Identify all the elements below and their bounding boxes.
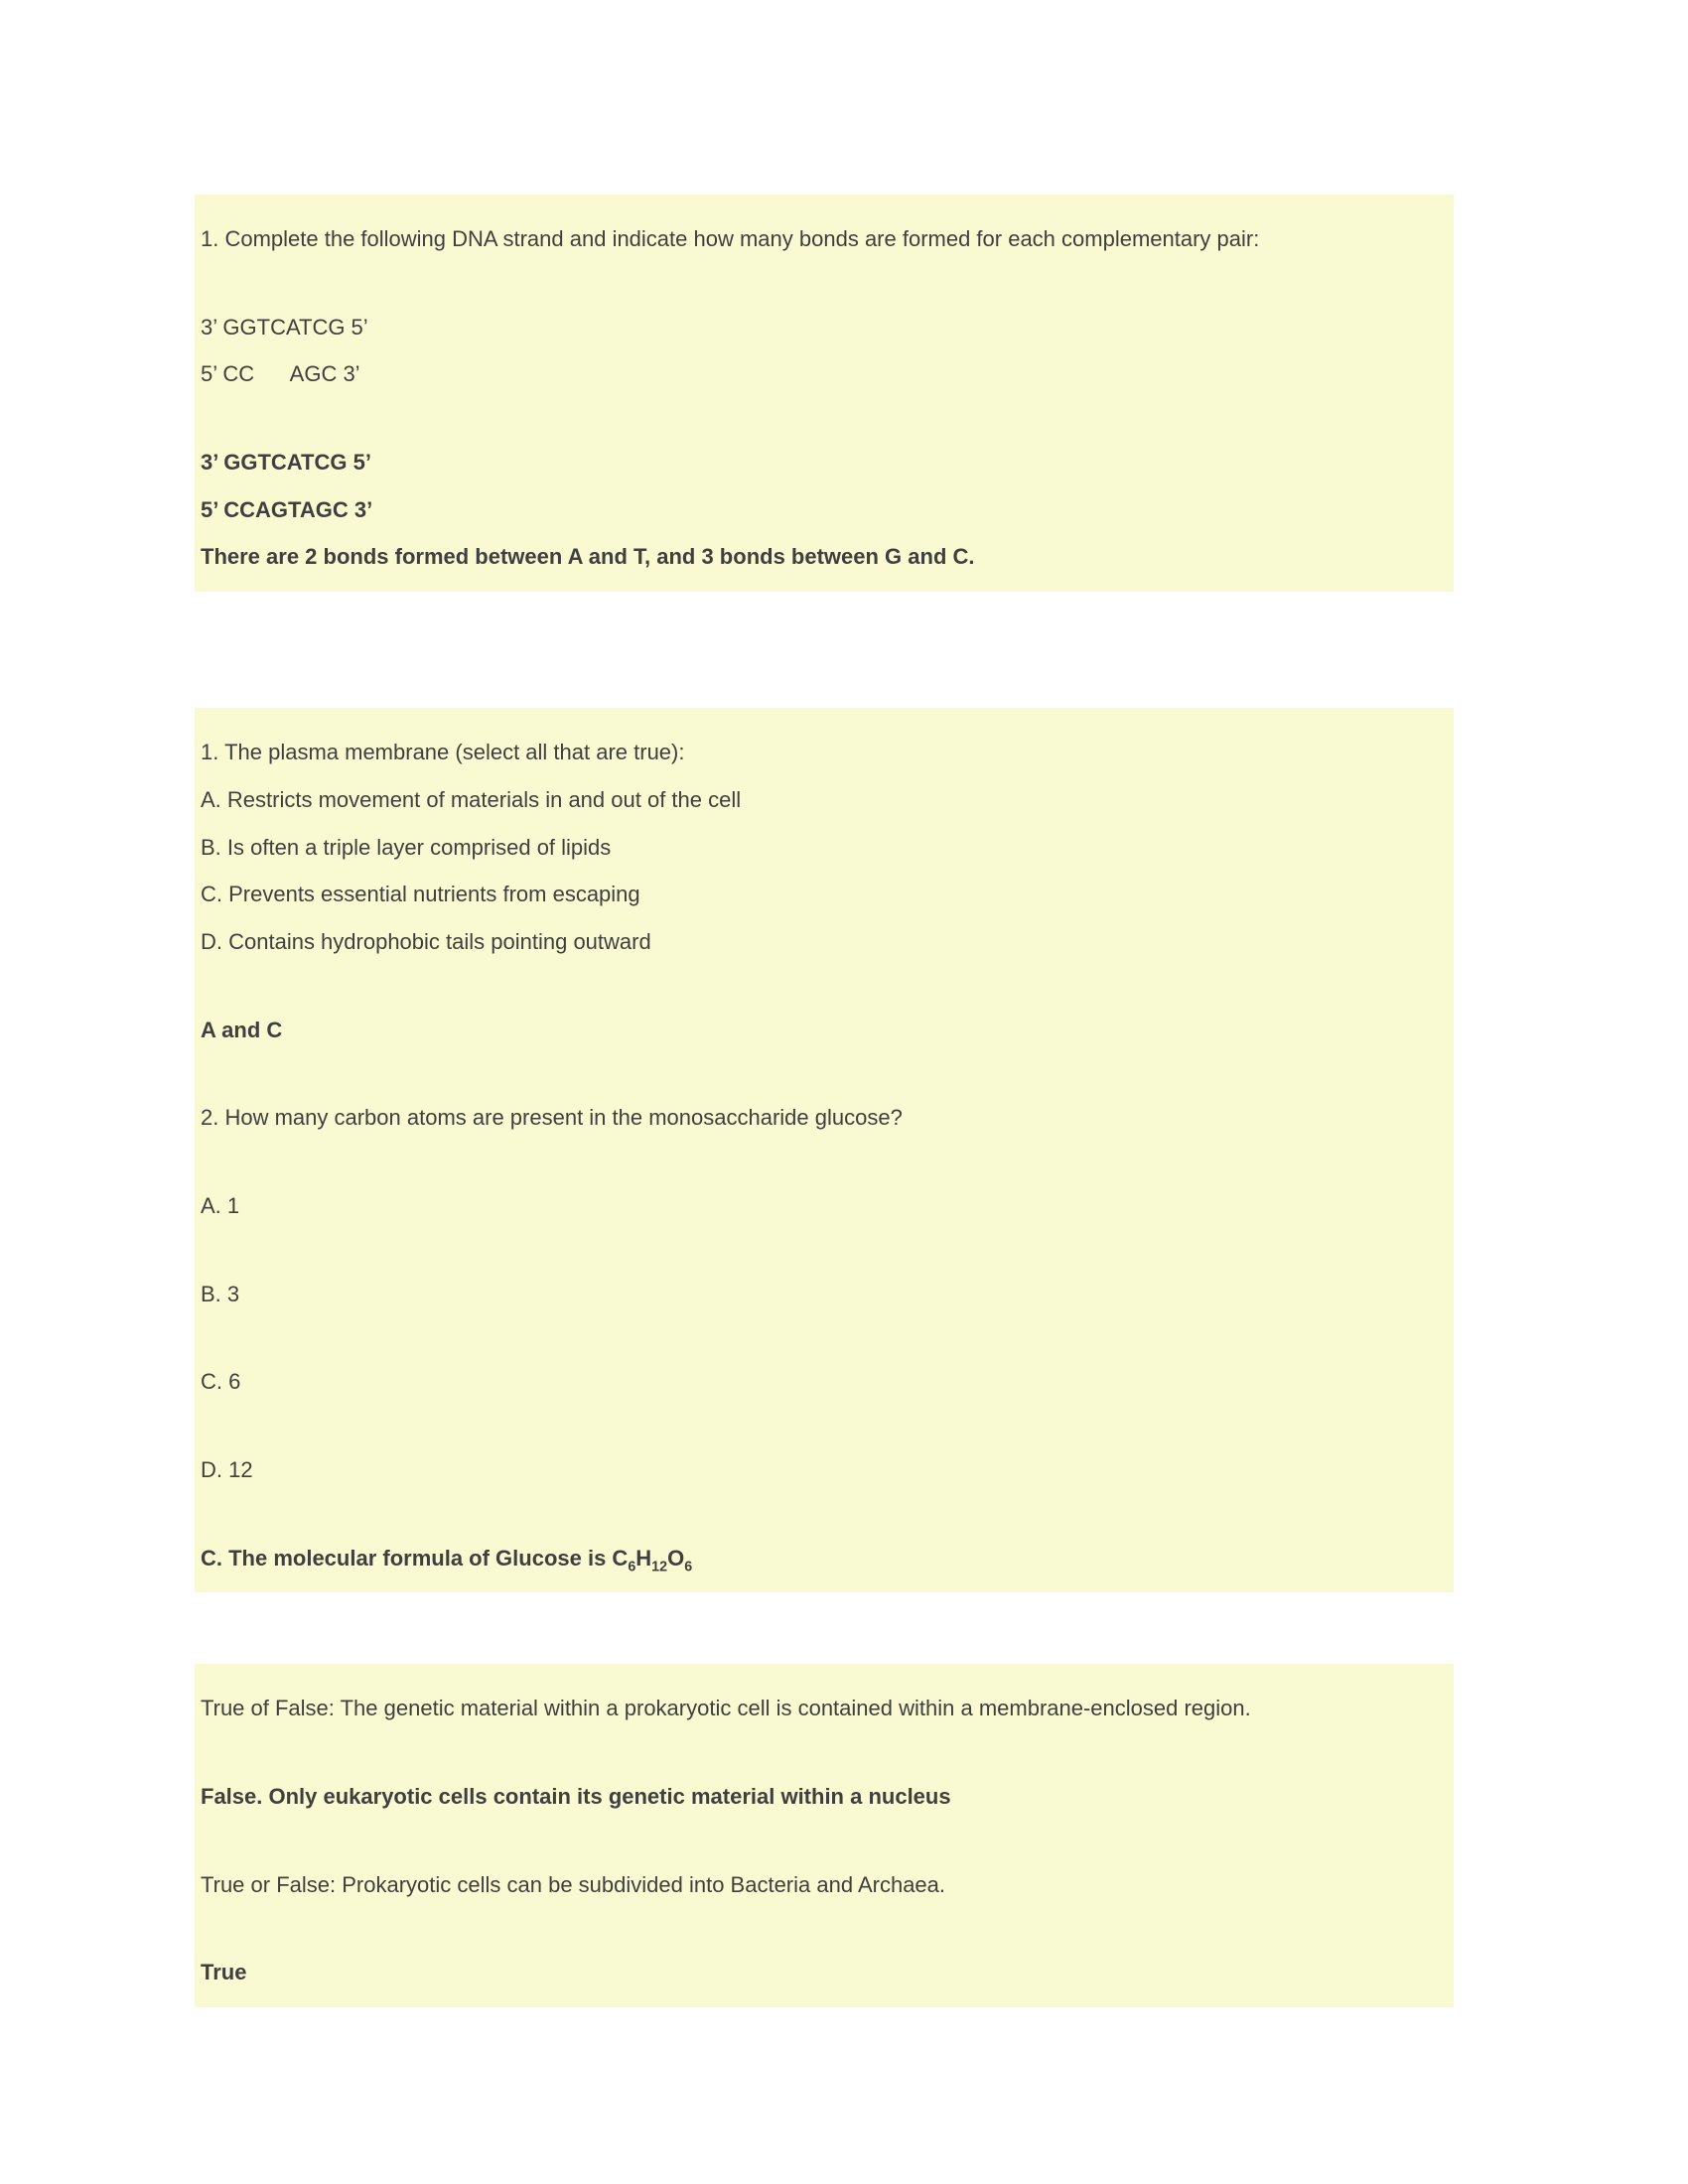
answer-true: True bbox=[201, 1960, 247, 1985]
highlight-block-dna-question bbox=[195, 195, 1454, 592]
formula-subscript-12: 12 bbox=[651, 1559, 668, 1575]
option-a-glucose: A. 1 bbox=[201, 1192, 240, 1218]
highlight-block-true-false bbox=[195, 1664, 1454, 2007]
answer-false-eukaryotic: False. Only eukaryotic cells contain its genetic material within a nucleus bbox=[201, 1784, 951, 1810]
formula-o: O bbox=[667, 1545, 685, 1570]
question-dna-prompt: 1. Complete the following DNA strand and indicate how many bonds are formed for each complementary pair: bbox=[201, 226, 1260, 251]
formula-subscript-6b: 6 bbox=[684, 1559, 693, 1575]
question-glucose-carbons: 2. How many carbon atoms are present in the monosaccharide glucose? bbox=[201, 1105, 903, 1131]
formula-subscript-6: 6 bbox=[628, 1559, 636, 1575]
dna-strand-given-bottom: 5’ CC AGC 3’ bbox=[201, 361, 360, 387]
answer-membrane: A and C bbox=[201, 1017, 283, 1042]
option-a-membrane: A. Restricts movement of materials in and out of the cell bbox=[201, 786, 742, 812]
question-plasma-membrane: 1. The plasma membrane (select all that are true): bbox=[201, 740, 685, 765]
dna-strand-given-top: 3’ GGTCATCG 5’ bbox=[201, 314, 368, 340]
question-true-false-prokaryotic: True or False: Prokaryotic cells can be subdivided into Bacteria and Archaea. bbox=[201, 1871, 946, 1897]
dna-bonds-answer: There are 2 bonds formed between A and T, and 3 bonds between G and C. bbox=[201, 544, 975, 570]
document-content bbox=[195, 0, 1454, 2007]
formula-h: H bbox=[635, 1545, 652, 1570]
answer-glucose-formula bbox=[201, 1544, 1440, 1573]
option-b-membrane: B. Is often a triple layer comprised of lipids bbox=[201, 834, 612, 860]
option-c-membrane: C. Prevents essential nutrients from escaping bbox=[201, 882, 640, 907]
option-c-glucose: C. 6 bbox=[201, 1369, 241, 1395]
question-true-false-genetic-material: True of False: The genetic material within a prokaryotic cell is contained within a membrane-enclosed region. bbox=[201, 1696, 1251, 1721]
dna-strand-answer-bottom: 5’ CCAGTAGC 3’ bbox=[201, 496, 373, 522]
highlight-block-membrane-glucose bbox=[195, 708, 1454, 1592]
option-d-glucose: D. 12 bbox=[201, 1457, 253, 1482]
dna-strand-answer-top: 3’ GGTCATCG 5’ bbox=[201, 450, 371, 476]
option-b-glucose: B. 3 bbox=[201, 1281, 240, 1306]
option-d-membrane: D. Contains hydrophobic tails pointing outward bbox=[201, 928, 651, 954]
formula-prefix: C. The molecular formula of Glucose is C bbox=[201, 1545, 629, 1570]
